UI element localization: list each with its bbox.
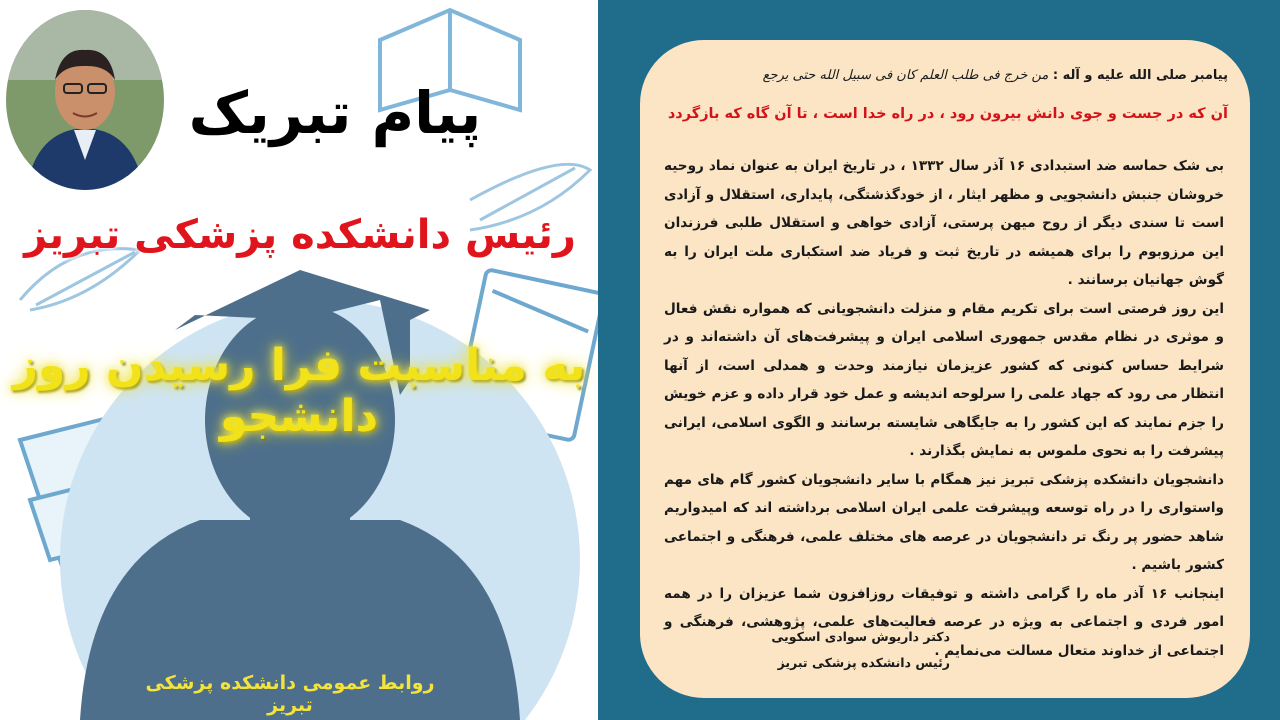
hadith-intro: پیامبر صلی الله علیه و آله :	[1052, 68, 1228, 83]
hadith-arabic: من خرج فی طلب العلم کان فی سبیل الله حتی یرجع	[762, 68, 1049, 83]
hadith-translation: آن که در جست و جوی دانش بیرون رود ، در راه خدا است ، تا آن گاه که بازگردد	[667, 106, 1228, 122]
message-paragraph: بی شک حماسه ضد استبدادی ۱۶ آذر سال ۱۳۳۲ ، در تاریخ ایران به عنوان نماد روحیه خروشان جنبش دانشجویی و مظهر ایثار ، از خودگذشتگی، پایداری، استقلال و آزادی است تا سندی دیگر از روح میهن پرستی، آزادی خواهی و استقلال طلبی فرزندان این مرزوبوم را برای همیشه در تاریخ ثبت و فریاد ضد استکباری ملت ایران را به گوش جهانیان برسانند .	[664, 158, 1224, 288]
message-body	[664, 152, 1224, 665]
poster-footer: روابط عمومی دانشکده پزشکی تبریز	[145, 672, 435, 716]
poster-subtitle: رئیس دانشکده پزشکی تبریز	[24, 212, 576, 258]
message-panel	[598, 0, 1280, 720]
signature-block	[750, 624, 950, 676]
signature-title: رئیس دانشکده پزشکی تبریز	[777, 655, 950, 670]
message-paragraph: اینجانب ۱۶ آذر ماه را گرامی داشته و توفیقات روزافزون شما عزیزان را در همه امور فردی و اجتماعی به ویژه در عرصه فعالیت‌های علمی، پژوهشی، فرهنگی و اجتماعی از خداوند متعال مسالت می‌نمایم .	[664, 585, 1225, 659]
poster-panel	[0, 0, 598, 720]
signature-name: دکتر داریوش سوادی اسکویی	[771, 629, 950, 644]
message-paragraph: دانشجویان دانشکده پزشکی تبریز نیز همگام با سایر دانشجویان کشور گام های مهم واستواری را در راه توسعه وپیشرفت علمی ایران اسلامی برداشته اند که امیدواریم شاهد حضور پر رنگ تر دانشجویان در عرصه های مختلف علمی، فرهنگی و اجتماعی کشور باشیم .	[664, 471, 1224, 573]
hadith-line	[660, 68, 1228, 83]
poster-title: پیام تبریک	[188, 79, 482, 147]
message-card	[640, 40, 1250, 698]
message-paragraph: این روز فرصتی است برای تکریم مقام و منزلت دانشجویانی که همواره نقش فعال و موثری در نظام مقدس جمهوری اسلامی ایران و پیشرفت‌های آن داشته‌اند و در شرایط حساس کنونی که کشور عزیزمان نیازمند وحدت و همدلی است، از آنها انتظار می رود که جهاد علمی را سرلوحه اندیشه و عمل خود قرار داده و عزم خویش را جزم نمایند که این کشور را به جایگاهی شایسته برسانند و الگوی اسلامی، ایرانی پیشرفت را به نحوی ملموس به نمایش بگذارند .	[664, 300, 1224, 459]
poster-occasion: به مناسبت فرا رسیدن روز دانشجو	[12, 340, 586, 442]
portrait-photo	[6, 10, 164, 190]
